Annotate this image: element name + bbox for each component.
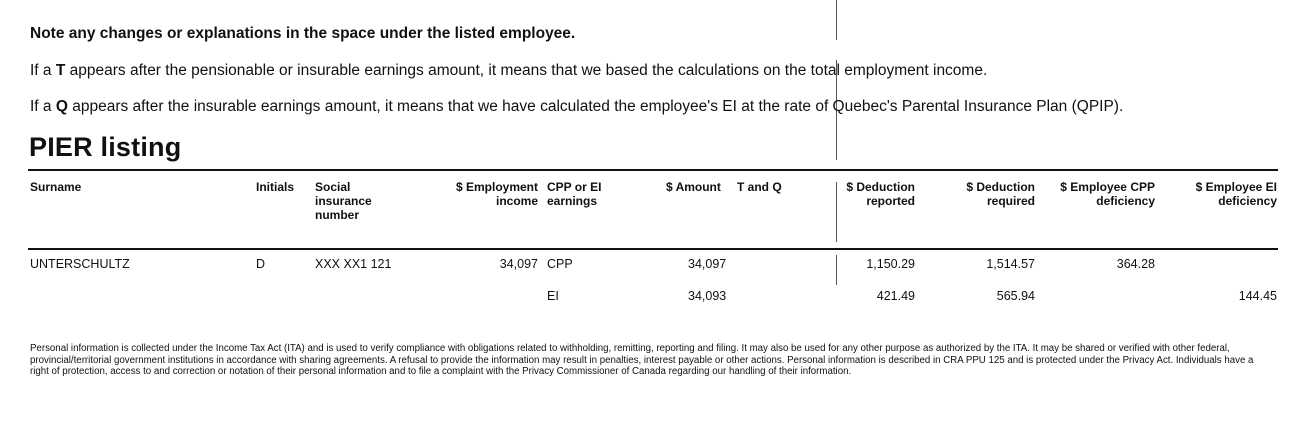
instruction-note: Note any changes or explanations in the space under the listed employee.: [30, 25, 576, 42]
table-header-rule: [28, 248, 1278, 250]
header-employee-cpp-deficiency: $ Employee CPP deficiency: [1060, 180, 1155, 208]
section-title: PIER listing: [29, 132, 182, 162]
cell-cpp-deficiency: 364.28: [1116, 257, 1155, 271]
cell-deduction-reported: 421.49: [876, 289, 915, 303]
q-flag-note: If a Q appears after the insurable earnings amount, it means that we have calculated the employee's EI at the rate of Quebec's Parental Insurance Plan (QPIP).: [30, 98, 1124, 115]
t-flag-letter: T: [55, 62, 66, 79]
header-t-and-q: T and Q: [737, 180, 782, 194]
cell-earnings-type: EI: [547, 289, 559, 303]
fold-line: [836, 0, 837, 40]
privacy-statement: Personal information is collected under the Income Tax Act (ITA) and is used to verify compliance with obligations related to withholding, remitting, reporting and filing. It may also be used for any other purpose as authorized by the ITA. It may be shared or verified with other federal, provincial/territorial government institutions in accordance with sharing agreements. A refusal to provide the information may result in penalties, interest payable or other actions. Personal information is described in CRA PPU 125 and is protected under the Privacy Act. Individuals have a right of protection, access to and correction or notation of their personal information and to file a complaint with the Privacy Commissioner of Canada regarding our handling of their information.: [30, 343, 1254, 377]
header-sin: Social insurance number: [315, 180, 372, 222]
cell-earnings-type: CPP: [547, 257, 573, 271]
cell-deduction-required: 565.94: [996, 289, 1035, 303]
header-employee-ei-deficiency: $ Employee EI deficiency: [1195, 180, 1277, 208]
cell-deduction-required: 1,514.57: [986, 257, 1035, 271]
header-surname: Surname: [30, 180, 82, 194]
cell-deduction-reported: 1,150.29: [866, 257, 915, 271]
q-flag-letter: Q: [55, 98, 68, 115]
cell-sin: XXX XX1 121: [315, 257, 392, 271]
cell-amount: 34,093: [688, 289, 727, 303]
header-deduction-reported: $ Deduction reported: [846, 180, 915, 208]
cell-employment-income: 34,097: [499, 257, 538, 271]
header-initials: Initials: [256, 180, 295, 194]
table-top-rule: [28, 169, 1278, 171]
header-employment-income: $ Employment income: [455, 180, 538, 208]
header-amount: $ Amount: [666, 180, 721, 194]
cell-surname: UNTERSCHULTZ: [30, 257, 130, 271]
header-cpp-ei-earnings: CPP or EI earnings: [547, 180, 602, 208]
cell-initials: D: [256, 257, 266, 271]
cell-amount: 34,097: [688, 257, 727, 271]
t-flag-note: If a T appears after the pensionable or insurable earnings amount, it means that we based the calculations on the total employment income.: [30, 62, 988, 79]
cell-ei-deficiency: 144.45: [1238, 289, 1277, 303]
header-deduction-required: $ Deduction required: [966, 180, 1035, 208]
